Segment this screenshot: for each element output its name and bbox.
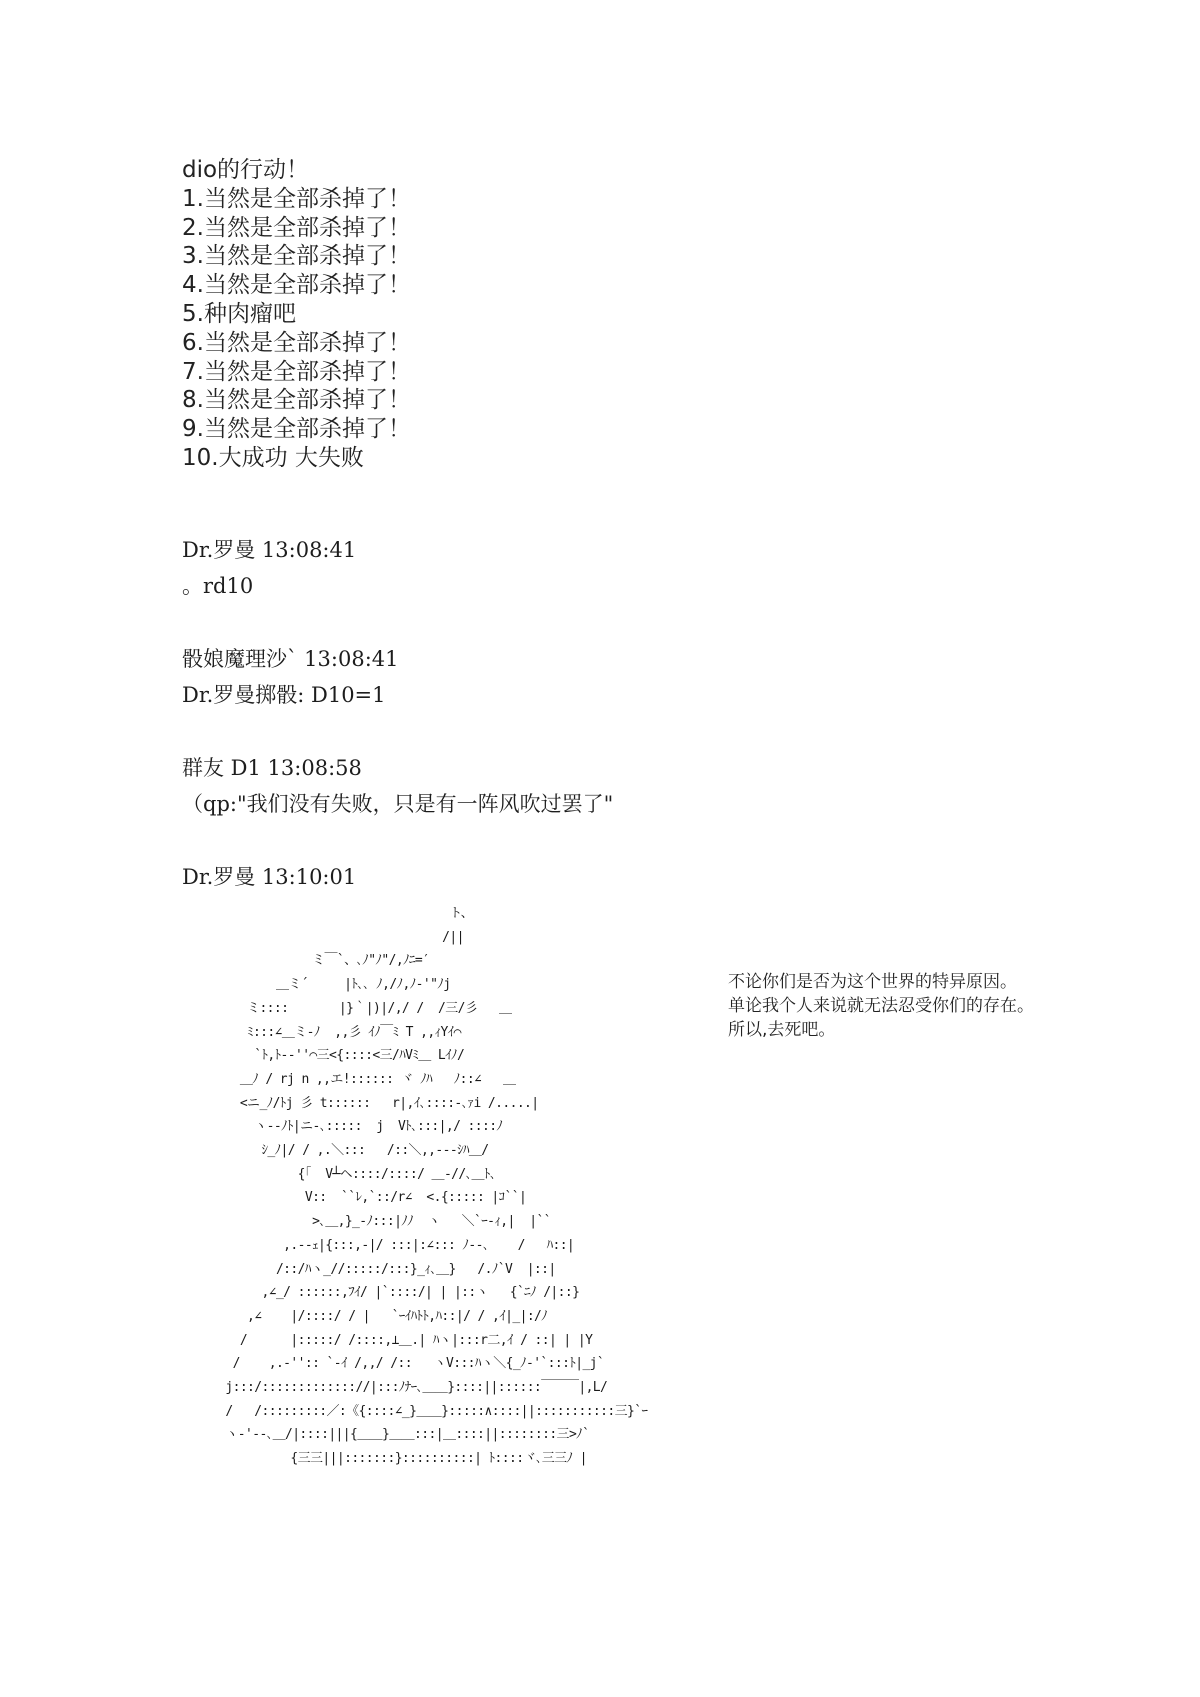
chat-body: 。rd10: [182, 574, 254, 598]
speech-line: 所以,去死吧。: [728, 1020, 836, 1040]
chat-header: Dr.罗曼 13:10:01: [182, 865, 357, 889]
choice-item: 4.当然是全部杀掉了！: [182, 272, 411, 299]
speech-text: [728, 970, 1034, 1042]
chat-body: （qp:"我们没有失败，只是有一阵风吹过罢了": [182, 792, 614, 816]
choice-item: 8.当然是全部杀掉了！: [182, 387, 411, 414]
choice-item: 1.当然是全部杀掉了！: [182, 185, 411, 212]
speech-line: 单论我个人来说就无法忍受你们的存在。: [728, 996, 1034, 1016]
chat-header: Dr.罗曼 13:08:41: [182, 538, 357, 562]
choice-item: 3.当然是全部杀掉了！: [182, 243, 411, 270]
choice-item: 6.当然是全部杀掉了！: [182, 329, 411, 356]
chat-header: 骰娘魔理沙` 13:08:41: [182, 647, 399, 671]
chat-header: 群友 D1 13:08:58: [182, 756, 362, 780]
choice-item: 9.当然是全部杀掉了！: [182, 416, 411, 443]
speech-line: 不论你们是否为这个世界的特异原因。: [728, 972, 1017, 992]
ascii-art-figure: ト、 /|| ミ￣`、､ﾉ"ﾉ"/,ﾉﾆ=′ ＿ミ´ |ﾄ､､ ﾉ,/ﾉ,ﾉ-'"ﾉj ミ:::: |}｀|)|/,/ / /三/彡 ＿ ﾐ:::∠＿ミ-ﾉ ,,彡 ｲﾉ￣ﾐ T ,,ｨYｲ⌒ `ﾄ,ﾄ-‐''⌒三<{::::<三/ﾊVﾐ＿ Lｲﾉ/ ＿ﾉ / rj n ,,エ!:::::: ヾ ﾉﾊ ﾉ::∠ ＿ <ニ_ﾉ/ﾄj 彡 t:::::: r|,ｲ､::::-､ｧi /.....| ヽ‐‐ﾉﾄ|ニ-､::::: j Vﾄ､:::|,/ ::::ﾉ ｼ_ﾉ|/ / ,.＼::: /::＼,,-‐-ｼﾊ＿/ {｢ V┴ヘ::::/::::/ ＿-//､＿ﾄ､ V:: ``ﾚ,`::/r∠ <.{::::: |ｺ``| >､＿,}_-ﾉ:::|ﾉﾉ ヽ ＼`ｰ-ｨ,| |`` ,.-‐ｪ|{:::,-|/ :::|:∠::: ﾉ--､ / ﾊ::| /::/ﾊヽ_//:::::/:::}_ｨ､＿} /.ﾉ`V |::| ,∠_/ ::::::,ﾌｲ/ |`::::/| | |::ヽ {`ﾆﾉ /|::} ,∠ |/::::/ / | `ｰｲﾊﾄﾄ,ﾊ::|/ / ,ｲ|_|:/ﾉ / |:::::/ /::::,⊥＿.| ﾊヽ|:::r二,ｲ / ::| | |Y / ,.-'':: `-ｲ /,,/ /:: ヽV:::ﾊヽ＼{_ﾉ-'`:::ﾄ|_j` j:::/::::::::::::://|:::ﾉﾅｰ､＿＿}::::||::::::￣￣￣|,L/ / /:::::::::／:《{::::∠_}＿＿}:::::∧::::||:::::::::::三}`ｰ ヽ‐'--､＿/|::::|||{＿＿}＿＿:::|＿::::||::::::::三>ﾉ` {三三|||:::::::}::::::::::| ﾄ::::ヾ､三三ﾉ |: [225, 906, 648, 1467]
chat-body: Dr.罗曼掷骰: D10=1: [182, 683, 386, 707]
choice-item: 5.种肉瘤吧: [182, 300, 296, 327]
choice-item: 10.大成功 大失败: [182, 444, 364, 471]
choice-list: [182, 156, 411, 473]
choice-item: 2.当然是全部杀掉了！: [182, 214, 411, 241]
choice-item: 7.当然是全部杀掉了！: [182, 358, 411, 385]
chat-log: [182, 532, 613, 895]
choice-list-title: dio的行动！: [182, 157, 310, 183]
